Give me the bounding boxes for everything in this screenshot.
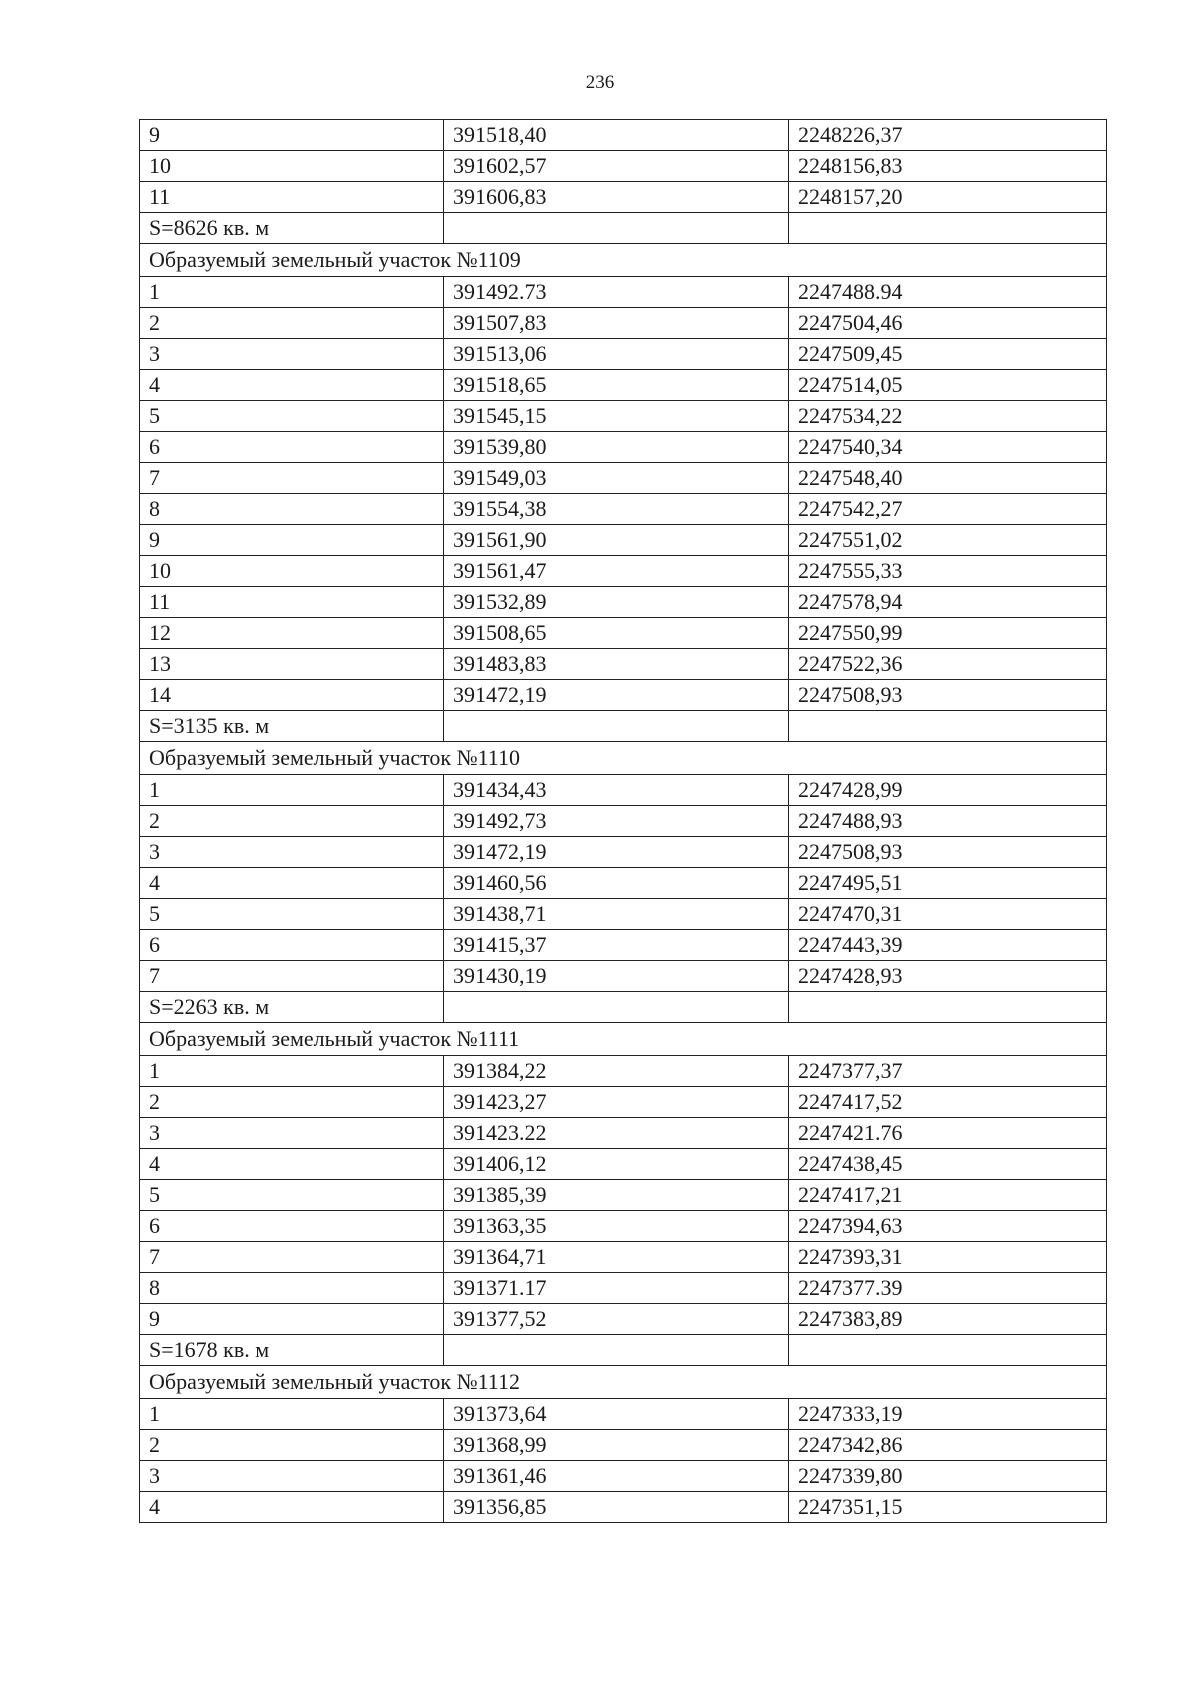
- x-coordinate-cell: [444, 992, 789, 1023]
- coordinate-row: [140, 1211, 1107, 1242]
- x-coordinate-cell: 391368,99: [444, 1430, 789, 1461]
- x-coordinate-cell: 391460,56: [444, 868, 789, 899]
- point-number-cell: 3: [140, 837, 444, 868]
- point-number-cell: 10: [140, 556, 444, 587]
- coordinate-row: [140, 618, 1107, 649]
- coordinate-row: [140, 370, 1107, 401]
- point-number-cell: 3: [140, 1118, 444, 1149]
- point-number-cell: 9: [140, 1304, 444, 1335]
- point-number-cell: 5: [140, 401, 444, 432]
- y-coordinate-cell: [789, 992, 1107, 1023]
- y-coordinate-cell: 2247578,94: [789, 587, 1107, 618]
- point-number-cell: 7: [140, 1242, 444, 1273]
- point-number-cell: 5: [140, 899, 444, 930]
- y-coordinate-cell: 2247342,86: [789, 1430, 1107, 1461]
- x-coordinate-cell: 391472,19: [444, 680, 789, 711]
- parcel-section-row: [140, 244, 1107, 277]
- point-number-cell: 9: [140, 120, 444, 151]
- y-coordinate-cell: 2247504,46: [789, 308, 1107, 339]
- y-coordinate-cell: 2247421.76: [789, 1118, 1107, 1149]
- coordinate-row: [140, 1180, 1107, 1211]
- point-number-cell: 6: [140, 432, 444, 463]
- x-coordinate-cell: [444, 1335, 789, 1366]
- point-number-cell: 2: [140, 806, 444, 837]
- y-coordinate-cell: 2247514,05: [789, 370, 1107, 401]
- y-coordinate-cell: 2247377,37: [789, 1056, 1107, 1087]
- coordinate-row: [140, 525, 1107, 556]
- x-coordinate-cell: 391518,65: [444, 370, 789, 401]
- parcel-section-row: [140, 1023, 1107, 1056]
- point-number-cell: 10: [140, 151, 444, 182]
- coordinate-row: [140, 339, 1107, 370]
- x-coordinate-cell: 391430,19: [444, 961, 789, 992]
- coordinate-row: [140, 837, 1107, 868]
- coordinate-row: [140, 1242, 1107, 1273]
- x-coordinate-cell: 391423.22: [444, 1118, 789, 1149]
- x-coordinate-cell: [444, 213, 789, 244]
- coordinate-row: [140, 1056, 1107, 1087]
- x-coordinate-cell: 391364,71: [444, 1242, 789, 1273]
- x-coordinate-cell: 391415,37: [444, 930, 789, 961]
- x-coordinate-cell: 391532,89: [444, 587, 789, 618]
- y-coordinate-cell: 2247534,22: [789, 401, 1107, 432]
- point-number-cell: 2: [140, 1430, 444, 1461]
- y-coordinate-cell: 2247443,39: [789, 930, 1107, 961]
- point-number-cell: 1: [140, 775, 444, 806]
- y-coordinate-cell: 2247428,93: [789, 961, 1107, 992]
- x-coordinate-cell: 391549,03: [444, 463, 789, 494]
- y-coordinate-cell: 2247339,80: [789, 1461, 1107, 1492]
- coordinate-row: [140, 649, 1107, 680]
- x-coordinate-cell: 391434,43: [444, 775, 789, 806]
- coordinate-row: [140, 120, 1107, 151]
- x-coordinate-cell: 391507,83: [444, 308, 789, 339]
- area-cell: S=8626 кв. м: [140, 213, 444, 244]
- coordinate-row: [140, 494, 1107, 525]
- y-coordinate-cell: 2247393,31: [789, 1242, 1107, 1273]
- y-coordinate-cell: 2247508,93: [789, 837, 1107, 868]
- x-coordinate-cell: 391361,46: [444, 1461, 789, 1492]
- point-number-cell: 3: [140, 339, 444, 370]
- x-coordinate-cell: 391371.17: [444, 1273, 789, 1304]
- area-row: [140, 992, 1107, 1023]
- y-coordinate-cell: [789, 711, 1107, 742]
- point-number-cell: 7: [140, 961, 444, 992]
- x-coordinate-cell: 391423,27: [444, 1087, 789, 1118]
- point-number-cell: 8: [140, 494, 444, 525]
- coordinate-row: [140, 1087, 1107, 1118]
- y-coordinate-cell: 2247417,21: [789, 1180, 1107, 1211]
- parcel-title-cell: Образуемый земельный участок №1112: [140, 1366, 1107, 1399]
- coordinate-row: [140, 775, 1107, 806]
- parcel-section-row: [140, 1366, 1107, 1399]
- coordinate-row: [140, 1461, 1107, 1492]
- point-number-cell: 1: [140, 277, 444, 308]
- point-number-cell: 2: [140, 308, 444, 339]
- parcel-title-cell: Образуемый земельный участок №1110: [140, 742, 1107, 775]
- y-coordinate-cell: 2247509,45: [789, 339, 1107, 370]
- point-number-cell: 4: [140, 370, 444, 401]
- parcel-title-cell: Образуемый земельный участок №1109: [140, 244, 1107, 277]
- area-cell: S=1678 кв. м: [140, 1335, 444, 1366]
- coordinate-row: [140, 1118, 1107, 1149]
- coordinate-row: [140, 899, 1107, 930]
- point-number-cell: 4: [140, 868, 444, 899]
- x-coordinate-cell: 391561,47: [444, 556, 789, 587]
- point-number-cell: 12: [140, 618, 444, 649]
- coordinate-row: [140, 1149, 1107, 1180]
- coordinate-row: [140, 463, 1107, 494]
- point-number-cell: 2: [140, 1087, 444, 1118]
- point-number-cell: 9: [140, 525, 444, 556]
- coordinate-row: [140, 182, 1107, 213]
- point-number-cell: 5: [140, 1180, 444, 1211]
- point-number-cell: 14: [140, 680, 444, 711]
- y-coordinate-cell: 2247488,93: [789, 806, 1107, 837]
- coordinate-row: [140, 587, 1107, 618]
- x-coordinate-cell: 391539,80: [444, 432, 789, 463]
- coordinate-row: [140, 1304, 1107, 1335]
- y-coordinate-cell: 2247495,51: [789, 868, 1107, 899]
- point-number-cell: 11: [140, 182, 444, 213]
- y-coordinate-cell: 2247542,27: [789, 494, 1107, 525]
- y-coordinate-cell: 2247377.39: [789, 1273, 1107, 1304]
- point-number-cell: 1: [140, 1399, 444, 1430]
- area-row: [140, 711, 1107, 742]
- x-coordinate-cell: 391513,06: [444, 339, 789, 370]
- x-coordinate-cell: 391492.73: [444, 277, 789, 308]
- coordinate-row: [140, 1399, 1107, 1430]
- coordinate-row: [140, 432, 1107, 463]
- area-row: [140, 1335, 1107, 1366]
- point-number-cell: 1: [140, 1056, 444, 1087]
- y-coordinate-cell: 2248156,83: [789, 151, 1107, 182]
- parcel-section-row: [140, 742, 1107, 775]
- coordinate-row: [140, 680, 1107, 711]
- coordinate-row: [140, 961, 1107, 992]
- x-coordinate-cell: 391377,52: [444, 1304, 789, 1335]
- x-coordinate-cell: 391561,90: [444, 525, 789, 556]
- coordinate-row: [140, 308, 1107, 339]
- coordinate-row: [140, 1492, 1107, 1523]
- y-coordinate-cell: 2248226,37: [789, 120, 1107, 151]
- x-coordinate-cell: 391492,73: [444, 806, 789, 837]
- x-coordinate-cell: 391406,12: [444, 1149, 789, 1180]
- coordinate-row: [140, 930, 1107, 961]
- coordinate-row: [140, 806, 1107, 837]
- point-number-cell: 6: [140, 930, 444, 961]
- area-cell: S=2263 кв. м: [140, 992, 444, 1023]
- x-coordinate-cell: 391373,64: [444, 1399, 789, 1430]
- y-coordinate-cell: 2247488.94: [789, 277, 1107, 308]
- x-coordinate-cell: 391438,71: [444, 899, 789, 930]
- coordinates-table-body: [140, 120, 1107, 1523]
- y-coordinate-cell: 2247333,19: [789, 1399, 1107, 1430]
- y-coordinate-cell: [789, 213, 1107, 244]
- x-coordinate-cell: 391602,57: [444, 151, 789, 182]
- y-coordinate-cell: 2247428,99: [789, 775, 1107, 806]
- coordinate-row: [140, 868, 1107, 899]
- x-coordinate-cell: 391545,15: [444, 401, 789, 432]
- y-coordinate-cell: 2247550,99: [789, 618, 1107, 649]
- x-coordinate-cell: 391606,83: [444, 182, 789, 213]
- x-coordinate-cell: 391384,22: [444, 1056, 789, 1087]
- x-coordinate-cell: 391385,39: [444, 1180, 789, 1211]
- coordinate-row: [140, 151, 1107, 182]
- point-number-cell: 7: [140, 463, 444, 494]
- y-coordinate-cell: 2247470,31: [789, 899, 1107, 930]
- point-number-cell: 11: [140, 587, 444, 618]
- x-coordinate-cell: [444, 711, 789, 742]
- parcel-title-cell: Образуемый земельный участок №1111: [140, 1023, 1107, 1056]
- y-coordinate-cell: 2247540,34: [789, 432, 1107, 463]
- x-coordinate-cell: 391363,35: [444, 1211, 789, 1242]
- x-coordinate-cell: 391483,83: [444, 649, 789, 680]
- coordinate-row: [140, 401, 1107, 432]
- area-row: [140, 213, 1107, 244]
- coordinate-row: [140, 1273, 1107, 1304]
- x-coordinate-cell: 391472,19: [444, 837, 789, 868]
- point-number-cell: 8: [140, 1273, 444, 1304]
- point-number-cell: 6: [140, 1211, 444, 1242]
- y-coordinate-cell: 2247394,63: [789, 1211, 1107, 1242]
- y-coordinate-cell: 2247548,40: [789, 463, 1107, 494]
- point-number-cell: 13: [140, 649, 444, 680]
- x-coordinate-cell: 391518,40: [444, 120, 789, 151]
- y-coordinate-cell: 2247522,36: [789, 649, 1107, 680]
- point-number-cell: 4: [140, 1149, 444, 1180]
- page-number: 236: [585, 72, 615, 93]
- y-coordinate-cell: 2247555,33: [789, 556, 1107, 587]
- y-coordinate-cell: 2247438,45: [789, 1149, 1107, 1180]
- coordinates-table: [139, 119, 1107, 1523]
- coordinate-row: [140, 277, 1107, 308]
- point-number-cell: 4: [140, 1492, 444, 1523]
- x-coordinate-cell: 391508,65: [444, 618, 789, 649]
- y-coordinate-cell: 2247383,89: [789, 1304, 1107, 1335]
- point-number-cell: 3: [140, 1461, 444, 1492]
- y-coordinate-cell: 2247351,15: [789, 1492, 1107, 1523]
- y-coordinate-cell: 2247417,52: [789, 1087, 1107, 1118]
- y-coordinate-cell: 2247551,02: [789, 525, 1107, 556]
- area-cell: S=3135 кв. м: [140, 711, 444, 742]
- coordinate-row: [140, 1430, 1107, 1461]
- x-coordinate-cell: 391554,38: [444, 494, 789, 525]
- y-coordinate-cell: 2248157,20: [789, 182, 1107, 213]
- y-coordinate-cell: 2247508,93: [789, 680, 1107, 711]
- coordinate-row: [140, 556, 1107, 587]
- y-coordinate-cell: [789, 1335, 1107, 1366]
- x-coordinate-cell: 391356,85: [444, 1492, 789, 1523]
